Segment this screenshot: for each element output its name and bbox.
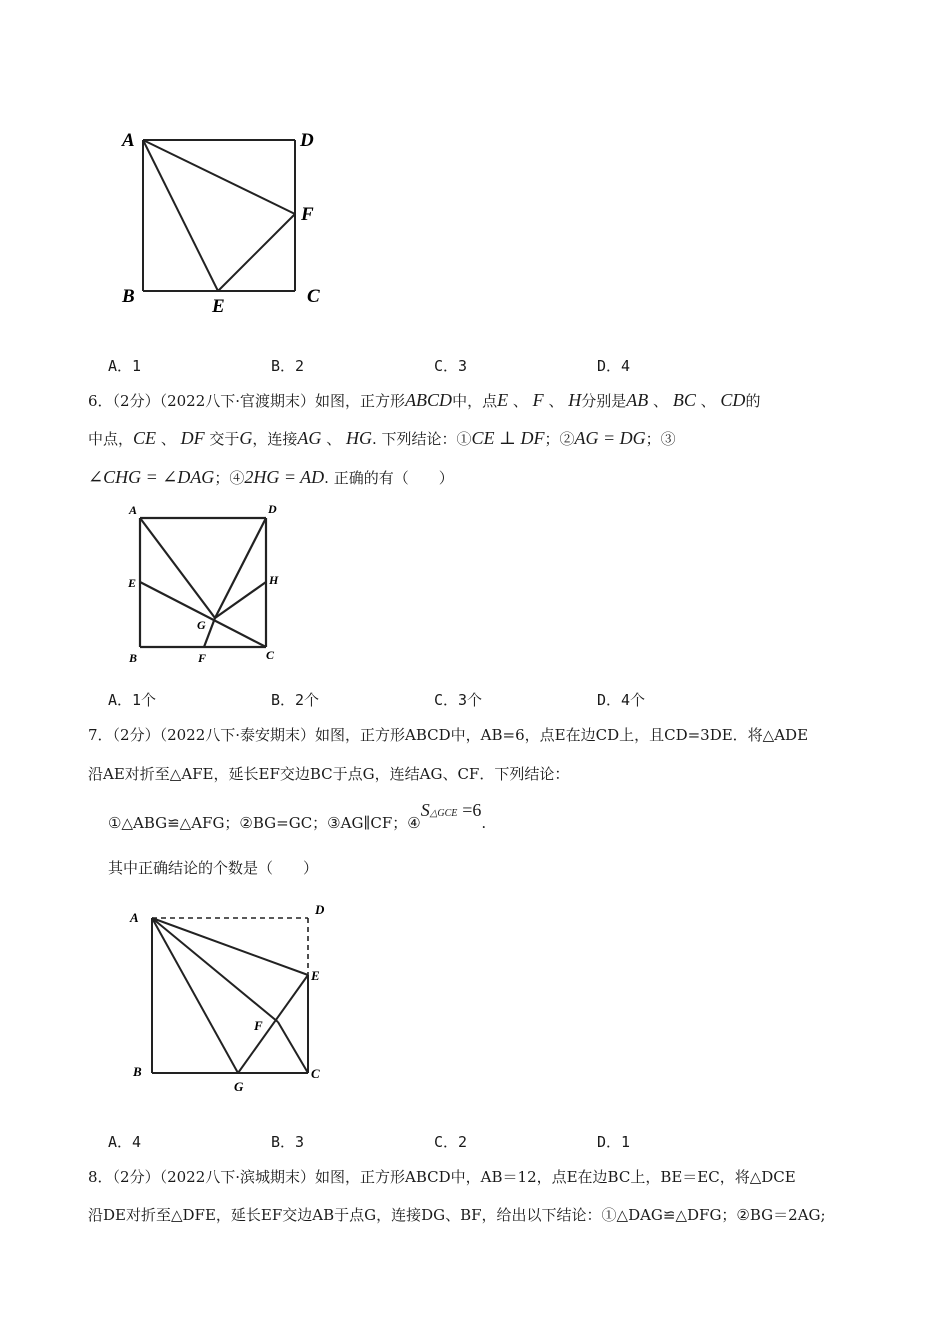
fig6-seg-dg [215, 518, 266, 618]
figure-q5 [110, 120, 340, 320]
fig5-seg-af [143, 140, 295, 214]
fig6-label-a: A [129, 503, 138, 517]
fig5-label-f: F [301, 204, 314, 225]
fig7-seg-ag [152, 918, 238, 1073]
q6-option-d[interactable]: D．4个 [597, 691, 646, 709]
q7-option-b[interactable]: B．3 [271, 1133, 305, 1151]
fig7-label-c: C [311, 1066, 320, 1081]
fig5-seg-ae [143, 140, 218, 291]
fig6-label-b: B [129, 651, 138, 665]
q6-line-2: 中点，CE 、 DF 交于G，连接AG 、 HG. 下列结论：①CE ⊥ DF；②AG = DG；③ [88, 428, 676, 448]
fig5-label-d: D [300, 130, 314, 151]
fig6-label-f: F [198, 651, 207, 665]
q7-option-d[interactable]: D．1 [597, 1133, 631, 1151]
fig5-label-a: A [122, 130, 135, 151]
fig7-seg-fc [278, 1022, 308, 1073]
q7-line-4: 其中正确结论的个数是（ ） [108, 859, 319, 877]
q6-option-a[interactable]: A．1个 [108, 691, 157, 709]
q6-option-b[interactable]: B．2个 [271, 691, 320, 709]
q8-line-2: 沿DE对折至△DFE，延长EF交边AB于点G，连接DG、BF，给出以下结论：①△DAG≌△DFG；②BG＝2AG; [88, 1206, 826, 1224]
fig5-label-b: B [122, 286, 135, 307]
fig6-label-d: D [268, 502, 277, 516]
q5-option-c[interactable]: C．3 [434, 357, 468, 375]
fig6-label-c: C [266, 648, 275, 662]
fig7-label-e: E [311, 968, 320, 983]
fig5-seg-ef [218, 214, 295, 291]
fig7-seg-af [152, 918, 278, 1022]
figure-q6 [118, 498, 293, 670]
fig7-label-b: B [133, 1064, 142, 1079]
fig6-label-h: H [269, 573, 279, 587]
fig7-label-g: G [234, 1079, 244, 1094]
fig6-label-e: E [128, 576, 137, 590]
q5-option-a[interactable]: A．1 [108, 357, 142, 375]
q7-option-c[interactable]: C．2 [434, 1133, 468, 1151]
q6-line-1: 6．（2分）（2022八下·官渡期末）如图，正方形ABCD中，点E 、 F 、 H分别是AB 、 BC 、 CD的 [88, 390, 761, 410]
fig6-seg-hg [215, 582, 266, 618]
fig7-label-a: A [130, 910, 139, 925]
q5-option-b[interactable]: B．2 [271, 357, 305, 375]
q7-line-1: 7．（2分）（2022八下·泰安期末）如图，正方形ABCD中，AB=6，点E在边CD上，且CD=3DE．将△ADE [88, 726, 809, 744]
q7-option-a[interactable]: A．4 [108, 1133, 142, 1151]
fig5-label-c: C [307, 286, 320, 307]
fig7-seg-ae [152, 918, 308, 975]
fig6-seg-ec [140, 582, 266, 647]
q7-line-2: 沿AE对折至△AFE，延长EF交边BC于点G，连结AG、CF．下列结论： [88, 765, 570, 783]
fig7-label-f: F [254, 1018, 263, 1033]
fig6-label-g: G [197, 618, 206, 632]
q6-option-c[interactable]: C．3个 [434, 691, 483, 709]
fig6-seg-ag [140, 518, 215, 618]
fig7-seg-ge [238, 975, 308, 1073]
q8-line-1: 8．（2分）（2022八下·滨城期末）如图，正方形ABCD中，AB＝12，点E在边BC上，BE＝EC，将△DCE [88, 1168, 796, 1186]
fig5-label-e: E [212, 296, 225, 317]
q7-line-3: ①△ABG≌△AFG；②BG=GC；③AG∥CF；④S△GCE =6. [108, 800, 487, 832]
fig7-label-d: D [315, 902, 325, 917]
q6-line-3: ∠CHG = ∠DAG；④2HG = AD. 正确的有（ ） [88, 467, 454, 487]
q5-option-d[interactable]: D．4 [597, 357, 631, 375]
figure-q7 [122, 898, 342, 1096]
